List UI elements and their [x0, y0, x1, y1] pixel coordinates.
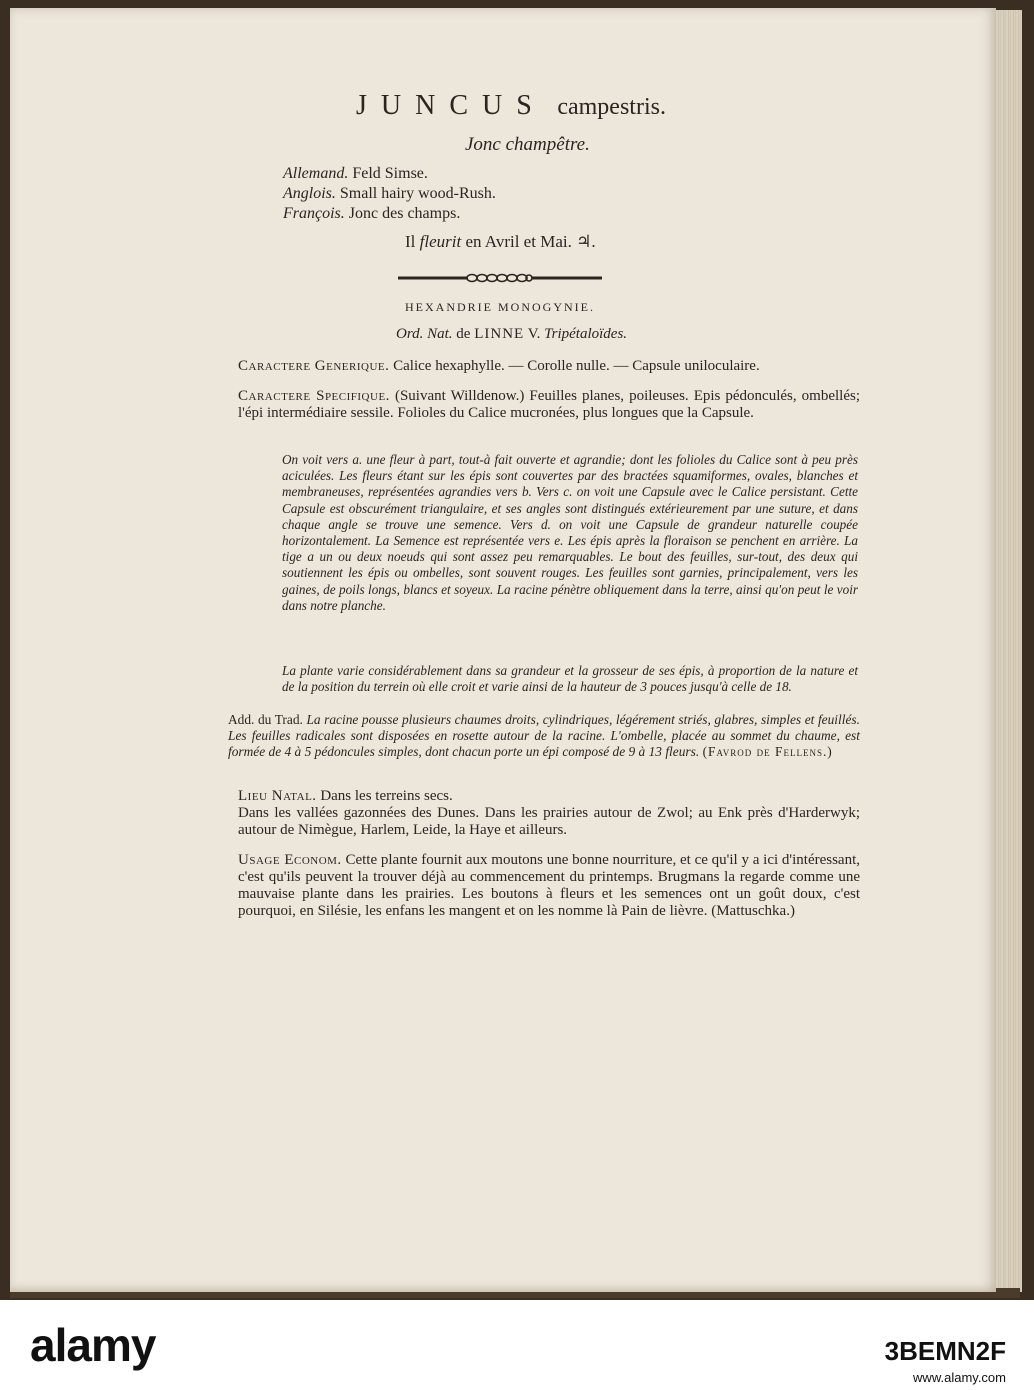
- habitat-text-1: Dans les terreins secs.: [320, 788, 453, 804]
- flowering-post: en Avril et Mai. ♃.: [465, 232, 596, 251]
- ordnat-de: de: [456, 326, 471, 342]
- specific-text: (Suivant Willdenow.) Feuilles planes, poileuses. Epis pédonculés, ombellés; l'épi intermédiaire sessile. Folioles du Calice mucronées, plus longues que la Capsule.: [238, 388, 860, 421]
- habitat: [238, 788, 860, 839]
- generic-lead: Caractere Generique.: [238, 358, 390, 374]
- classification: HEXANDRIE MONOGYNIE.: [405, 300, 595, 314]
- add-lead: Add. du Trad.: [228, 712, 303, 727]
- page-title: [356, 88, 666, 122]
- title-species: campestris.: [557, 94, 666, 120]
- habitat-line-1: [238, 788, 860, 805]
- lang-label: Anglois.: [283, 185, 336, 202]
- usage-lead: Usage Econom.: [238, 852, 342, 868]
- add-credit: (Favrod de Fellens.): [702, 744, 833, 760]
- watermark-logo: alamy: [30, 1319, 156, 1371]
- specific-lead: Caractere Specifique.: [238, 388, 390, 404]
- economic-use: [238, 852, 860, 920]
- flowering-line: [405, 232, 596, 252]
- ordnat-label: Ord. Nat.: [396, 326, 453, 342]
- specific-character: [238, 388, 860, 422]
- natural-order: [396, 326, 627, 343]
- name-german: [283, 164, 496, 184]
- subtitle-french-name: Jonc champêtre.: [465, 134, 590, 155]
- flowering-pre: Il: [405, 232, 416, 251]
- lang-value: Jonc des champs.: [348, 205, 461, 222]
- ordnat-author: LINNE: [474, 326, 525, 342]
- flowering-italic: fleurit: [419, 232, 462, 251]
- lang-label: Allemand.: [283, 165, 349, 182]
- habitat-text-2: Dans les vallées gazonnées des Dunes. Dans les prairies autour de Zwol; au Enk près d'Harderwyk; autour de Nimègue, Harlem, Leide, la Haye et ailleurs.: [238, 805, 860, 838]
- name-english: [283, 184, 496, 204]
- name-french: [283, 204, 496, 224]
- generic-text: Calice hexaphylle. — Corolle nulle. — Capsule uniloculaire.: [393, 358, 760, 374]
- lang-label: François.: [283, 205, 345, 222]
- title-genus: JUNCUS: [356, 90, 546, 121]
- translator-addition: [228, 712, 860, 761]
- generic-character: [238, 358, 860, 375]
- add-text: La racine pousse plusieurs chaumes droits, cylindriques, légérement striés, glabres, simples et feuillés. Les feuilles radicales sont disposées en rosette autour de la racine. L'ombelle, placée au sommet du chaume, est formée de 4 à 5 pédoncules simples, dont chacun porte un épi composé de 9 à 13 fleurs.: [228, 712, 860, 760]
- book-page: [10, 8, 996, 1292]
- watermark-image-id: 3BEMN2F: [884, 1336, 1006, 1366]
- habitat-lead: Lieu Natal.: [238, 788, 317, 804]
- ordnat-group: Tripétaloïdes.: [544, 326, 628, 342]
- usage-text: Cette plante fournit aux moutons une bonne nourriture, et ce qu'il y a ici d'intéressant, c'est qu'ils peuvent la trouver déjà au commencement du printemps. Brugmans la regarde comme une mauvaise plante dans les prairies. Les boutons à fleurs et les semences ont un goût doux, c'est pourquoi, en Silésie, les enfans les mangent et on les nomme là Pain de lièvre. (Mattuschka.): [238, 852, 861, 919]
- watermark-url: www.alamy.com: [913, 1370, 1006, 1385]
- lang-value: Small hairy wood-Rush.: [339, 185, 496, 202]
- lang-value: Feld Simse.: [352, 165, 428, 182]
- ordnat-number: V.: [527, 326, 541, 342]
- ornament-rule: [398, 272, 602, 284]
- variation-paragraph: La plante varie considérablement dans sa grandeur et la grosseur de ses épis, à proportion de la nature et de la position du terrein où elle croit et varie ainsi de la hauteur de 3 pouces jusqu'à celle de 18.: [282, 663, 858, 695]
- vernacular-names: [283, 164, 496, 224]
- description-paragraph: On voit vers a. une fleur à part, tout-à fait ouverte et agrandie; dont les folioles du Calice sont à peu près aciculées. Les fleurs étant sur les épis sont couvertes par des bractées squamiformes, ovales, blanches et membraneuses, représentées agrandies vers b. Vers c. on voit une Capsule avec le Calice persistant. Cette Capsule est obscurément triangulaire, et ses angles sont distingués extérieurement par une suture, et dans chaque angle se trouve une semence. Vers d. on voit une Capsule de grandeur naturelle coupée horizontalement. La Semence est représentée vers e. Les épis après la floraison se penchent en arrière. La tige a un ou deux noeuds qui sont assez peu remarquables. Le bout des feuilles, sur-tout, des deux qui soutiennent les épis ou ombelles, sont souvent rouges. Les feuilles sont garnies, principalement, vers les gaines, de poils longs, blancs et soyeux. La racine pénètre obliquement dans la terre, ainsi qu'on peut le voir dans notre planche.: [282, 452, 858, 613]
